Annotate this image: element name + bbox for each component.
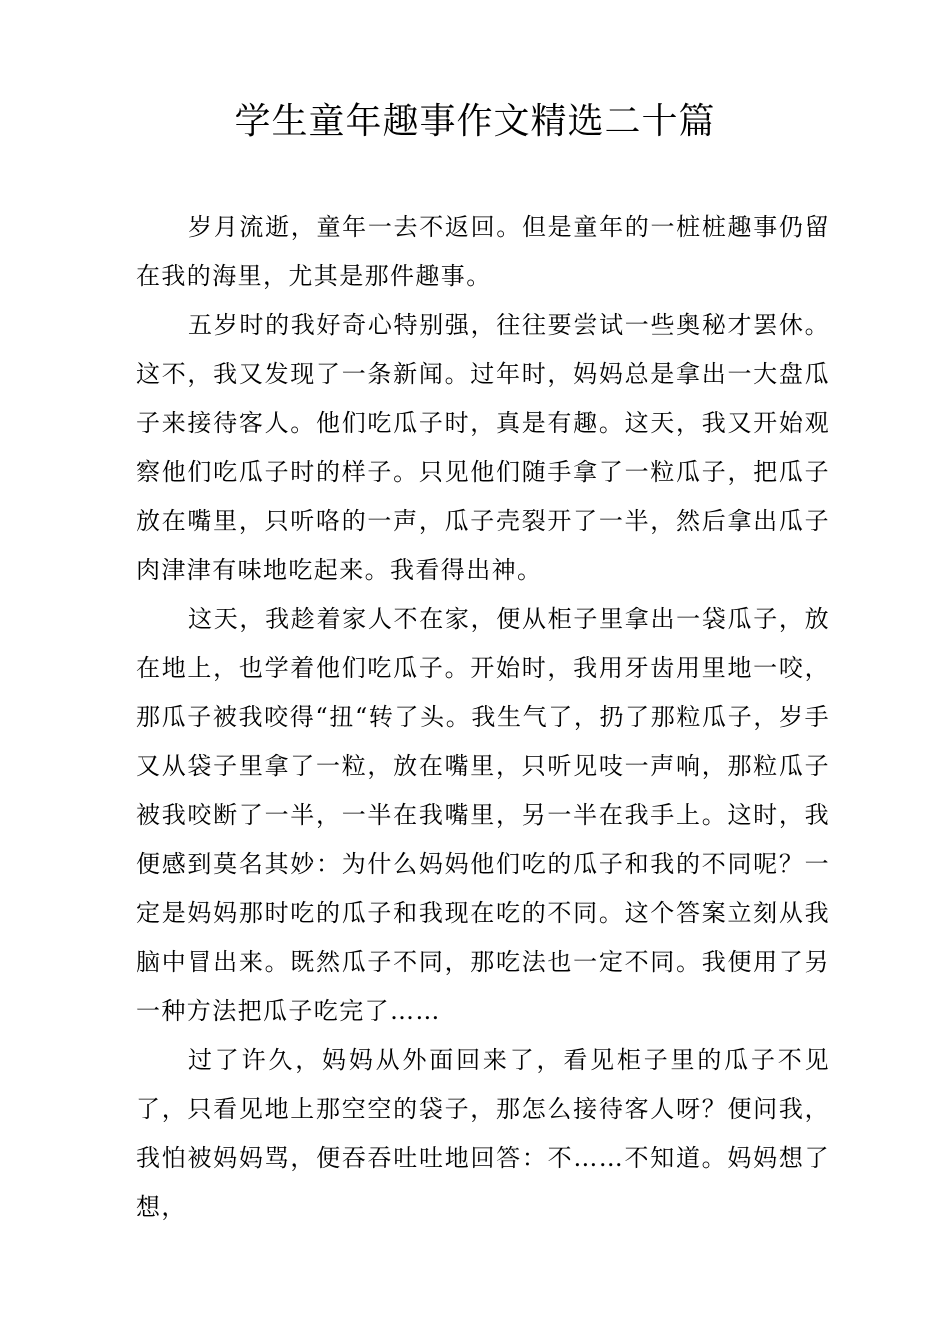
document-title: 学生童年趣事作文精选二十篇 [234, 101, 716, 142]
paragraph-4: 过了许久，妈妈从外面回来了，看见柜子里的瓜子不见了，只看见地上那空空的袋子，那怎么接待客人呀？便问我，我怕被妈妈骂，便吞吞吐吐地回答：不……不知道。妈妈想了想， [136, 1046, 830, 1221]
paragraph-1: 岁月流逝，童年一去不返回。但是童年的一桩桩趣事仍留在我的海里，尤其是那件趣事。 [136, 213, 830, 290]
paragraph-2: 五岁时的我好奇心特别强，往往要尝试一些奥秘才罢休。这不，我又发现了一条新闻。过年时，妈妈总是拿出一大盘瓜子来接待客人。他们吃瓜子时，真是有趣。这天，我又开始观察他们吃瓜子时的样子。只见他们随手拿了一粒瓜子，把瓜子放在嘴里，只听咯的一声，瓜子壳裂开了一半，然后拿出瓜子肉津津有味地吃起来。我看得出神。 [136, 311, 830, 584]
paragraph-3: 这天，我趁着家人不在家，便从柜子里拿出一袋瓜子，放在地上，也学着他们吃瓜子。开始时，我用牙齿用里地一咬，那瓜子被我咬得“扭“转了头。我生气了，扔了那粒瓜子，岁手又从袋子里拿了一粒，放在嘴里，只听见吱一声响，那粒瓜子被我咬断了一半，一半在我嘴里，另一半在我手上。这时，我便感到莫名其妙：为什么妈妈他们吃的瓜子和我的不同呢？一定是妈妈那时吃的瓜子和我现在吃的不同。这个答案立刻从我脑中冒出来。既然瓜子不同，那吃法也一定不同。我便用了另一种方法把瓜子吃完了…… [136, 605, 830, 1025]
document-body [136, 203, 830, 1232]
